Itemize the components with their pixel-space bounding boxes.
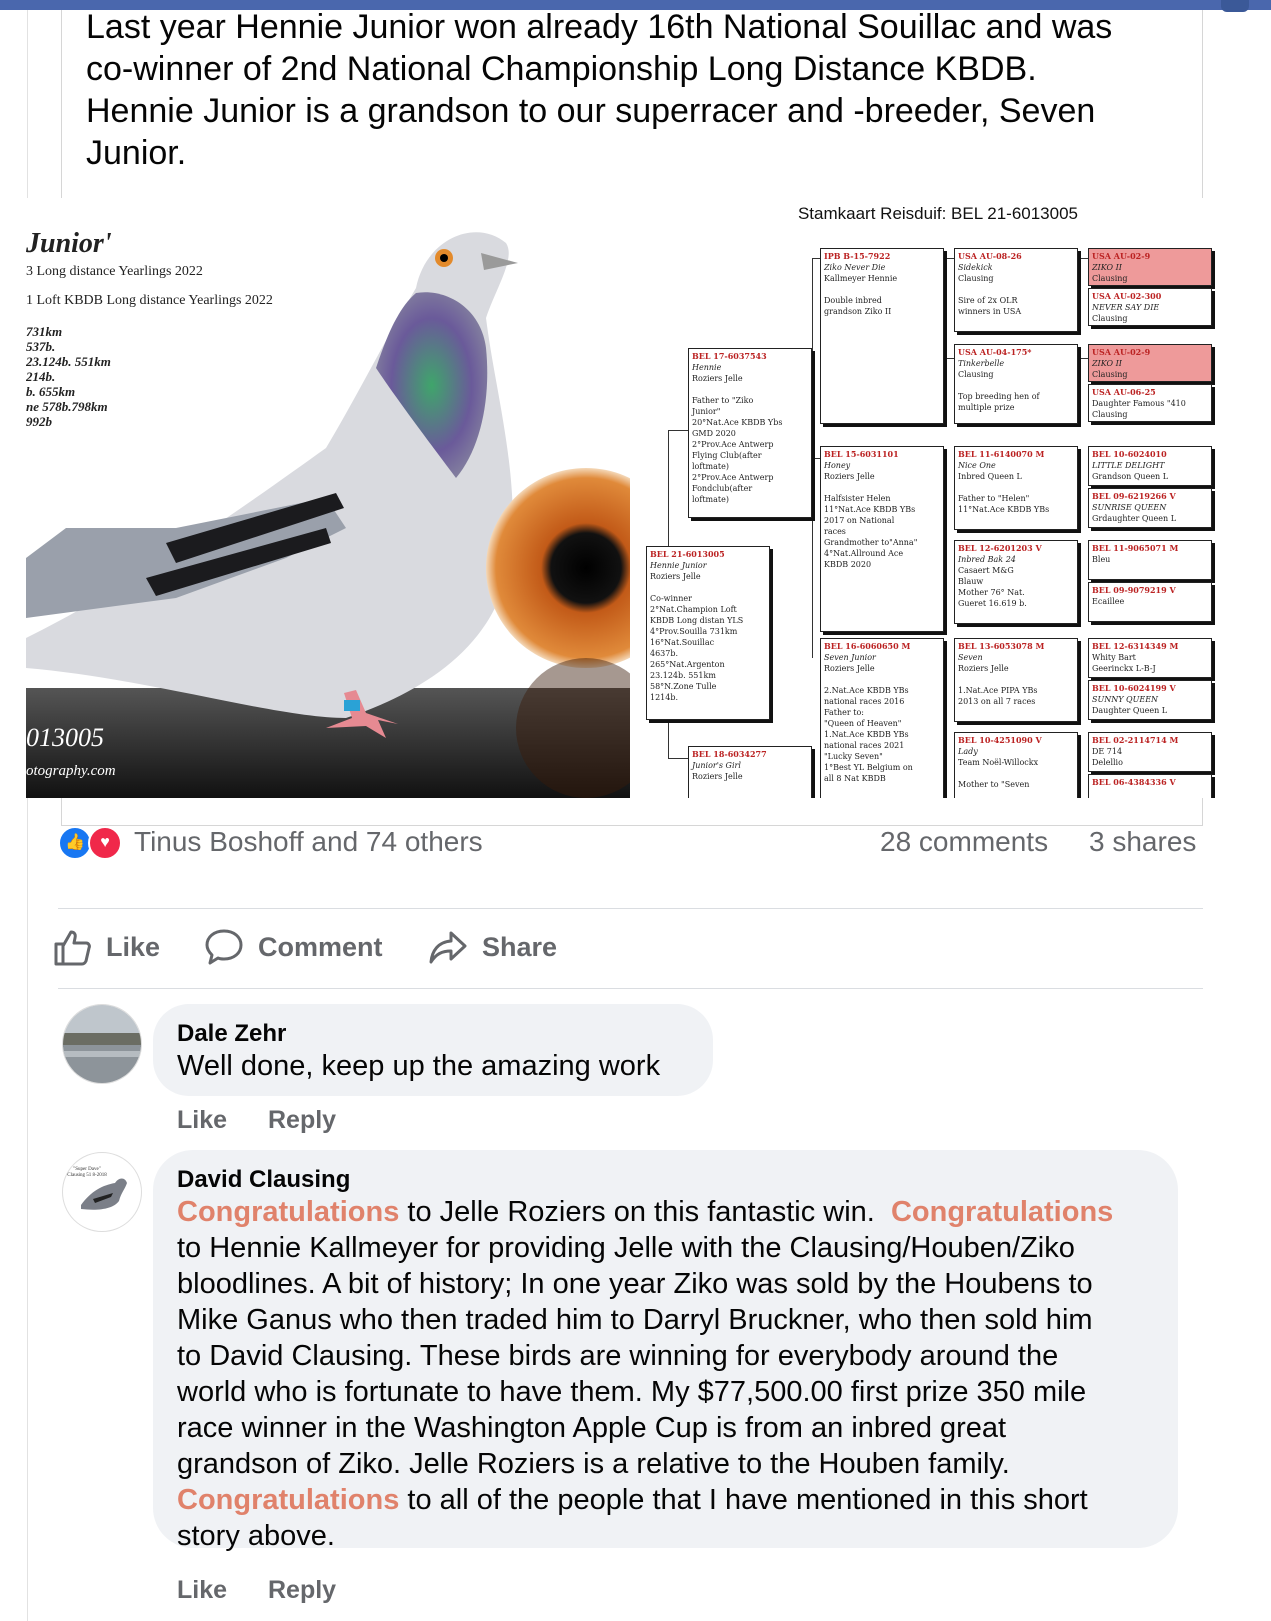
comment-line xyxy=(177,1482,1113,1518)
pedigree-box xyxy=(1088,680,1212,720)
bird-info: Sire of 2x OLR xyxy=(958,296,1018,305)
shares-count[interactable]: 3 shares xyxy=(1089,826,1197,857)
pedigree-box xyxy=(1088,488,1212,528)
pedigree-connector xyxy=(668,758,688,759)
pigeon-avatar-icon xyxy=(63,1153,141,1231)
bird-info xyxy=(824,482,940,493)
lake-photo xyxy=(63,1005,141,1083)
bird-info: Grandson Queen L xyxy=(1092,472,1169,481)
reaction-names[interactable]: Tinus Boshoff and 74 others xyxy=(134,826,483,857)
bird-info: "Lucky Seven" xyxy=(824,752,883,761)
bird-info: Halfsister Helen xyxy=(824,494,891,503)
pedigree-box xyxy=(1088,344,1212,382)
promo-stat: ne 578b.798km xyxy=(26,399,108,414)
bird-name: Seven xyxy=(958,653,983,662)
pedigree-box xyxy=(954,638,1078,722)
comment-line: story above. xyxy=(177,1520,335,1552)
bird-info: 4°Prov.Souilla 731km xyxy=(650,627,738,636)
divider xyxy=(58,988,1203,989)
pedigree-box xyxy=(1088,582,1212,622)
bird-info: Double inbred xyxy=(824,296,882,305)
ring-id: BEL 09-6219266 V xyxy=(1092,491,1176,501)
pedigree-box xyxy=(820,248,944,424)
bird-name: Honey xyxy=(824,461,851,470)
bird-info: Grandmother to"Anna" xyxy=(824,538,918,547)
bird-info: "Queen of Heaven" xyxy=(824,719,902,728)
bird-info: 23.124b. 551km xyxy=(650,671,716,680)
ring-id: BEL 11-9065071 M xyxy=(1092,543,1179,553)
pedigree-connector xyxy=(668,430,669,550)
comment-line: Mike Ganus who then traded him to Darryl Bruckner, who then sold him xyxy=(177,1304,1093,1336)
bird-info: GMD 2020 xyxy=(692,429,736,438)
pedigree-box xyxy=(1088,540,1212,580)
bird-info: 2°Nat.Champion Loft xyxy=(650,605,737,614)
bird-name: Junior's Girl xyxy=(692,761,741,770)
comment-line: race winner in the Washington Apple Cup is from an inbred great xyxy=(177,1412,1007,1444)
bird-info: Inbred Queen L xyxy=(958,472,1022,481)
ring-id: BEL 13-6053078 M xyxy=(958,641,1045,651)
pedigree-box xyxy=(646,546,770,720)
pedigree-box xyxy=(1088,446,1212,486)
ring-id: BEL 18-6034277 xyxy=(692,749,767,759)
bird-info xyxy=(824,284,940,295)
bird-info xyxy=(958,284,1074,295)
bird-info: multiple prize xyxy=(958,403,1015,412)
bird-info: Mother to "Seven xyxy=(958,780,1030,789)
comment-line xyxy=(177,1194,1113,1230)
bird-info: Grdaughter Queen L xyxy=(1092,514,1177,523)
bird-info: Roziers Jelle xyxy=(692,374,743,383)
bird-info: Ecaillee xyxy=(1092,597,1125,606)
promo-website: otography.com xyxy=(26,763,116,779)
bird-info: races xyxy=(824,527,846,536)
comment-line: to David Clausing. These birds are winning for everybody around the xyxy=(177,1340,1059,1372)
pedigree-box xyxy=(954,540,1078,624)
bird-info: Bleu xyxy=(1092,555,1111,564)
bird-name: SUNNY QUEEN xyxy=(1092,695,1159,704)
ring-id: USA AU-02-9 xyxy=(1092,347,1151,357)
post-line: Last year Hennie Junior won already 16th National Souillac and was xyxy=(86,8,1113,46)
ring-id: BEL 06-4384336 V xyxy=(1092,777,1176,787)
bird-name: Sidekick xyxy=(958,263,993,272)
promo-stat: b. 655km xyxy=(26,384,76,399)
bird-info: loftmate) xyxy=(692,462,729,471)
ring-id: BEL 12-6314349 M xyxy=(1092,641,1179,651)
bird-name: Seven Junior xyxy=(824,653,876,662)
bird-info: 58°N.Zone Tulle xyxy=(650,682,717,691)
comment-author[interactable]: David Clausing xyxy=(177,1166,351,1193)
comment-line: to Hennie Kallmeyer for providing Jelle with the Clausing/Houben/Ziko xyxy=(177,1232,1075,1264)
bird-info: winners in USA xyxy=(958,307,1022,316)
bird-info: Fondclub(after xyxy=(692,484,753,493)
ring-id: BEL 09-9079219 V xyxy=(1092,585,1176,595)
promo-line: 3 Long distance Yearlings 2022 xyxy=(26,264,203,279)
ring-id: USA AU-06-25 xyxy=(1092,387,1156,397)
ring-id: BEL 10-6024010 xyxy=(1092,449,1167,459)
bird-name: Ziko Never Die xyxy=(824,263,886,272)
bird-info xyxy=(692,384,808,395)
comment-line: bloodlines. A bit of history; In one year Ziko was sold by the Houbens to xyxy=(177,1268,1093,1300)
comment-line: Well done, keep up the amazing work xyxy=(177,1050,661,1082)
comment-icon xyxy=(204,927,244,967)
bird-info: Roziers Jelle xyxy=(650,572,701,581)
bird-name: NEVER SAY DIE xyxy=(1092,303,1160,312)
promo-stat: 992b xyxy=(26,414,52,429)
bird-info: Roziers Jelle xyxy=(958,664,1009,673)
bird-info: Gueret 16.619 b. xyxy=(958,599,1027,608)
pedigree-box xyxy=(820,638,944,798)
bird-info: Delellio xyxy=(1092,758,1123,767)
pedigree-box xyxy=(1088,732,1212,772)
pedigree-box xyxy=(820,446,944,632)
promo-ring-number: 013005 xyxy=(26,723,104,752)
comment-reply-button[interactable]: Reply xyxy=(267,1576,337,1604)
bird-info: Roziers Jelle xyxy=(824,664,875,673)
pedigree-box xyxy=(688,348,812,518)
bird-info: Casaert M&G xyxy=(958,566,1014,575)
bird-info: Co-winner xyxy=(650,594,692,603)
bird-info: Blauw xyxy=(958,577,984,586)
bird-info xyxy=(650,582,766,593)
pedigree-title: Stamkaart Reisduif: BEL 21-6013005 xyxy=(797,204,1079,223)
bird-info: Clausing xyxy=(1092,274,1128,283)
bird-info: 11°Nat.Ace KBDB YBs xyxy=(958,505,1050,514)
comment-text xyxy=(177,1194,1113,1554)
bird-info: DE 714 xyxy=(1092,747,1123,756)
highlight-word[interactable]: Congratulations xyxy=(177,1196,400,1228)
bird-info: 2013 on all 7 races xyxy=(958,697,1036,706)
pedigree-connector xyxy=(946,258,954,259)
comment-bubble xyxy=(153,1150,1178,1552)
promo-stat: 214b. xyxy=(26,369,56,384)
comment-button[interactable] xyxy=(204,924,383,970)
divider xyxy=(58,908,1203,909)
pedigree-connector xyxy=(812,258,820,259)
ring-id: BEL 17-6037543 xyxy=(692,351,767,361)
bird-name: Hennie Junior xyxy=(650,561,707,570)
bird-info: 2017 on National xyxy=(824,516,895,525)
bird-info: 1.Nat.Ace KBDB YBs xyxy=(824,730,909,739)
ring-id: IPB B-15-7922 xyxy=(824,251,891,261)
ring-id: USA AU-02-300 xyxy=(1092,291,1162,301)
pedigree-box xyxy=(954,446,1078,530)
comment-fragment: to all of the people that I have mentioned in this short xyxy=(399,1484,1088,1516)
post-line: Junior. xyxy=(86,134,187,172)
post-line: Hennie Junior is a grandson to our superracer and -breeder, Seven xyxy=(86,92,1096,130)
bird-info: Top breeding hen of xyxy=(958,392,1040,401)
bird-info xyxy=(824,674,940,685)
comment-fragment: to Jelle Roziers on this fantastic win. xyxy=(399,1196,891,1228)
bird-info: Daughter Queen L xyxy=(1092,706,1168,715)
comment-line: grandson of Ziko. Jelle Roziers is a relative to the Houben family. xyxy=(177,1448,1010,1480)
bird-info: 265°Nat.Argenton xyxy=(650,660,725,669)
comment-actions xyxy=(177,1106,370,1135)
ring-id: BEL 15-6031101 xyxy=(824,449,899,459)
bird-name: Inbred Bak 24 xyxy=(958,555,1016,564)
avatar-caption: "Super Dave" Clausing 51 8-2018 xyxy=(67,1167,107,1178)
comment-like-button[interactable]: Like xyxy=(177,1576,228,1604)
ring-id: BEL 10-4251090 V xyxy=(958,735,1042,745)
bird-info: 4637b. xyxy=(650,649,679,658)
bird-info: Kallmeyer Hennie xyxy=(824,274,898,283)
share-label: Share xyxy=(482,931,558,962)
share-icon xyxy=(428,927,468,967)
bird-info: 11°Nat.Ace KBDB YBs xyxy=(824,505,916,514)
bird-info: Junior" xyxy=(692,407,721,416)
ring-id: BEL 21-6013005 xyxy=(650,549,725,559)
pedigree-connector xyxy=(812,458,820,459)
bird-info: Clausing xyxy=(1092,314,1128,323)
bird-info: 2.Nat.Ace KBDB YBs xyxy=(824,686,909,695)
bird-info: 1.Nat.Ace PIPA YBs xyxy=(958,686,1038,695)
pedigree-connector xyxy=(1080,258,1088,259)
like-label: Like xyxy=(106,931,161,962)
bird-info: KBDB Long distan YLS xyxy=(650,616,744,625)
post-text xyxy=(86,6,1206,174)
bird-info: Clausing xyxy=(1092,370,1128,379)
pedigree-box xyxy=(1088,638,1212,678)
bird-name: Lady xyxy=(958,747,978,756)
bird-info: Geerinckx L-B-J xyxy=(1092,664,1156,673)
ring-id: BEL 10-6024199 V xyxy=(1092,683,1176,693)
bird-info xyxy=(958,768,1074,779)
promo-stat: 537b. xyxy=(26,339,56,354)
bird-info: Father to "Helen" xyxy=(958,494,1030,503)
pigeon-illustration xyxy=(26,198,630,798)
bird-info: 2°Prov.Ace Antwerp xyxy=(692,440,774,449)
bird-info: KBDB 2020 xyxy=(824,560,872,569)
ring-id: USA AU-08-26 xyxy=(958,251,1022,261)
comment-author[interactable]: Dale Zehr xyxy=(177,1020,287,1047)
bird-info: 1°Best YL Belgium on xyxy=(824,763,913,772)
pedigree-connector xyxy=(1080,358,1088,359)
comment-line: world who is fortunate to have them. My $77,500.00 first prize 350 mile xyxy=(177,1376,1087,1408)
thumbs-up-icon xyxy=(52,927,92,967)
ring-id: BEL 16-6060650 M xyxy=(824,641,911,651)
comments-count[interactable]: 28 comments xyxy=(880,826,1049,857)
comment-text xyxy=(177,1048,660,1084)
bird-info xyxy=(958,482,1074,493)
top-bar-corner xyxy=(1221,0,1249,12)
bird-name: Hennie xyxy=(692,363,722,372)
bird-info: national races 2021 xyxy=(824,741,905,750)
promo-stat: 23.124b. 551km xyxy=(26,354,111,369)
bird-info: loftmate) xyxy=(692,495,729,504)
like-reaction-icon: 👍 xyxy=(58,826,92,860)
pedigree-box xyxy=(954,344,1078,424)
ring-id: USA AU-04-175* xyxy=(958,347,1032,357)
highlight-word[interactable]: Congratulations xyxy=(890,1196,1114,1228)
pedigree-box xyxy=(1088,384,1212,422)
comment-actions xyxy=(177,1576,370,1605)
ring-id: USA AU-02-9 xyxy=(1092,251,1151,261)
comment-like-button[interactable]: Like xyxy=(177,1106,228,1134)
post-line: co-winner of 2nd National Championship Long Distance KBDB. xyxy=(86,50,1037,88)
pedigree-box xyxy=(954,248,1078,332)
bird-name: ZIKO II xyxy=(1092,263,1122,272)
bird-name: LITTLE DELIGHT xyxy=(1092,461,1165,470)
avatar[interactable] xyxy=(62,1152,142,1232)
love-reaction-icon: ♥ xyxy=(88,826,122,860)
comment-label: Comment xyxy=(258,931,383,962)
comment-bubble xyxy=(153,1004,713,1096)
ring-id: BEL 12-6201203 V xyxy=(958,543,1042,553)
bird-info: Flying Club(after xyxy=(692,451,762,460)
pedigree-box xyxy=(954,732,1078,798)
bird-info: Father to "Ziko xyxy=(692,396,754,405)
bird-info xyxy=(958,674,1074,685)
bird-info: Father to: xyxy=(824,708,864,717)
share-button[interactable] xyxy=(428,924,557,970)
bird-info: grandson Ziko II xyxy=(824,307,892,316)
bird-info: Mother 76° Nat. xyxy=(958,588,1025,597)
ring-id: BEL 11-6140070 M xyxy=(958,449,1045,459)
bird-info: Clausing xyxy=(958,274,994,283)
bird-info: Team Noël-Willockx xyxy=(958,758,1039,767)
comment-reply-button[interactable]: Reply xyxy=(267,1106,337,1134)
pedigree-box xyxy=(1088,248,1212,286)
bird-name: Nice One xyxy=(958,461,996,470)
bird-info: Clausing xyxy=(958,370,994,379)
pedigree-connector xyxy=(946,358,954,359)
bird-info: 16°Nat.Souillac xyxy=(650,638,715,647)
bird-info xyxy=(958,380,1074,391)
like-button[interactable] xyxy=(52,924,160,970)
highlight-word[interactable]: Congratulations xyxy=(177,1484,400,1516)
bird-info: Whity Bart xyxy=(1092,653,1136,662)
bird-info: Roziers Jelle xyxy=(692,772,743,781)
promo-line: 1 Loft KBDB Long distance Yearlings 2022 xyxy=(26,293,273,308)
bird-name: ZIKO II xyxy=(1092,359,1122,368)
bird-info: 2°Prov.Ace Antwerp xyxy=(692,473,774,482)
bird-info: Clausing xyxy=(1092,410,1128,419)
pigeon-photo[interactable] xyxy=(26,198,630,798)
promo-stat: 731km xyxy=(26,324,63,339)
pedigree-box xyxy=(1088,774,1212,798)
pedigree-box xyxy=(1088,288,1212,326)
bird-name: Tinkerbelle xyxy=(958,359,1005,368)
bird-name: SUNRISE QUEEN xyxy=(1092,503,1167,512)
bird-info: Roziers Jelle xyxy=(824,472,875,481)
bird-info: national races 2016 xyxy=(824,697,905,706)
pedigree-card[interactable] xyxy=(636,198,1240,798)
bird-info: 1214b. xyxy=(650,693,679,702)
avatar[interactable] xyxy=(62,1004,142,1084)
ring-id: BEL 02-2114714 M xyxy=(1092,735,1179,745)
pedigree-box xyxy=(688,746,812,798)
promo-title: Junior' xyxy=(26,228,112,259)
bird-info: all 8 Nat KBDB xyxy=(824,774,886,783)
bird-info: 4°Nat.Allround Ace xyxy=(824,549,904,558)
pedigree-connector xyxy=(668,430,688,431)
bird-info: Daughter Famous "410 xyxy=(1092,399,1186,408)
bird-info: 20°Nat.Ace KBDB Ybs xyxy=(692,418,783,427)
